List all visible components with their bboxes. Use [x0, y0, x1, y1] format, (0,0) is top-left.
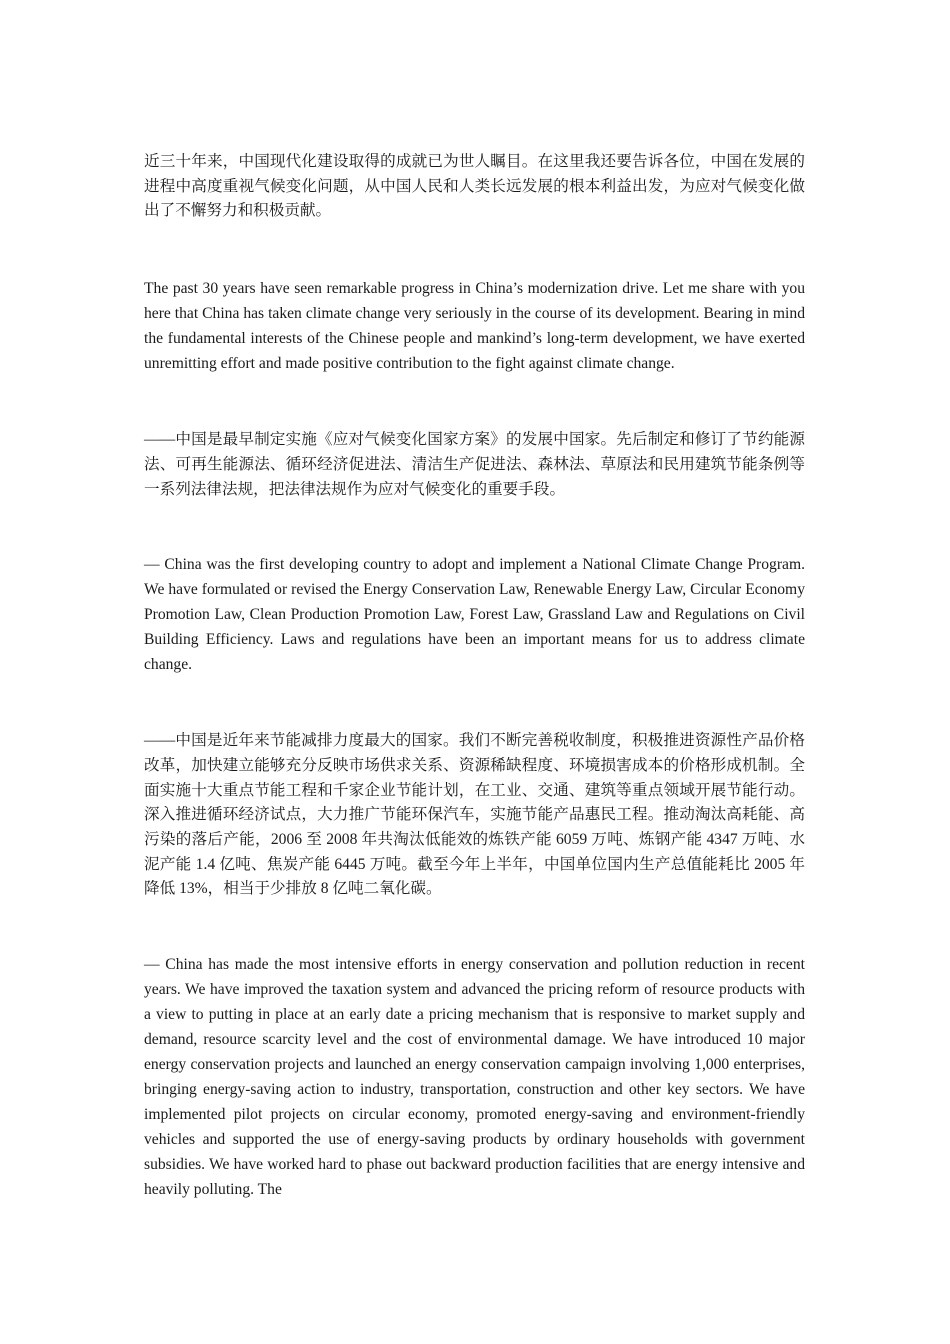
paragraph-en-climate-program: — China was the first developing country to adopt and implement a National Climate Change Program. We have formulated or revised the Energy Conservation Law, Renewable Energy Law, Circular Economy Promotion Law, Clean Production Promotion Law, Forest Law, Grassland Law and Regulations on Civil Building Efficiency. Laws and regulations have been an important means for us to address climate change. — [144, 556, 805, 674]
document-page — [144, 150, 805, 1202]
paragraph-en-intro: The past 30 years have seen remarkable progress in China’s modernization drive. Let me share with you here that China has taken climate change very seriously in the course of its development. Bearing in mind the fundamental interests of the Chinese people and mankind’s long-term development, we have exerted unremitting effort and made positive contribution to the fight against climate change. — [144, 280, 805, 373]
paragraph-zh-intro: 近三十年来，中国现代化建设取得的成就已为世人瞩目。在这里我还要告诉各位，中国在发展的进程中高度重视气候变化问题，从中国人民和人类长远发展的根本利益出发，为应对气候变化做出了不懈努力和积极贡献。 — [144, 153, 805, 220]
paragraph-zh-climate-program: ——中国是最早制定实施《应对气候变化国家方案》的发展中国家。先后制定和修订了节约能源法、可再生能源法、循环经济促进法、清洁生产促进法、森林法、草原法和民用建筑节能条例等一系列法律法规，把法律法规作为应对气候变化的重要手段。 — [144, 431, 805, 498]
paragraph-en-energy-conservation: — China has made the most intensive efforts in energy conservation and pollution reduction in recent years. We have improved the taxation system and advanced the pricing reform of resource products with a view to putting in place at an early date a pricing mechanism that is responsive to market supply and demand, resource scarcity level and the cost of environmental damage. We have introduced 10 major energy conservation projects and launched an energy conservation campaign involving 1,000 enterprises, bringing energy-saving action to industry, transportation, construction and other key sectors. We have implemented pilot projects on circular economy, promoted energy-saving and environment-friendly vehicles and supported the use of energy-saving products by ordinary households with government subsidies. We have worked hard to phase out backward production facilities that are energy intensive and heavily polluting. The — [144, 956, 805, 1199]
paragraph-zh-energy-conservation: ——中国是近年来节能减排力度最大的国家。我们不断完善税收制度，积极推进资源性产品价格改革，加快建立能够充分反映市场供求关系、资源稀缺程度、环境损害成本的价格形成机制。全面实施十大重点节能工程和千家企业节能计划，在工业、交通、建筑等重点领域开展节能行动。深入推进循环经济试点，大力推广节能环保汽车，实施节能产品惠民工程。推动淘汰高耗能、高污染的落后产能，2006 至 2008 年共淘汰低能效的炼铁产能 6059 万吨、炼钢产能 4347 万吨、水泥产能 1.4 亿吨、焦炭产能 6445 万吨。截至今年上半年，中国单位国内生产总值能耗比 2005 年降低 13%，相当于少排放 8 亿吨二氧化碳。 — [144, 732, 805, 898]
